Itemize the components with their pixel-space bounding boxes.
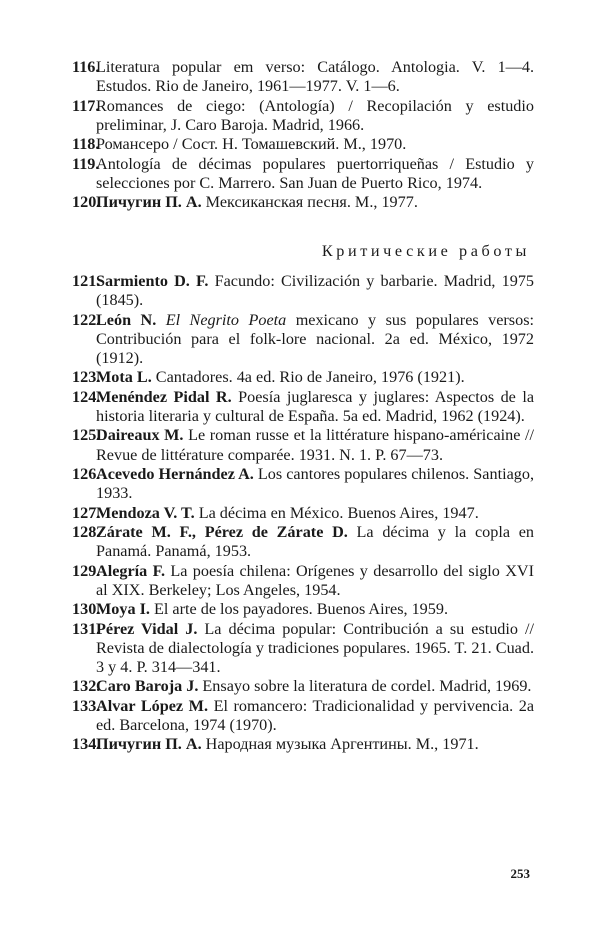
entry-number: 116 . xyxy=(72,58,98,77)
entry-text: Antología de décimas populares puertorriqueñas / Estudio y selecciones por C. Marrero. San Juan de Puerto Rico, 1974. xyxy=(96,154,534,192)
entry-text: Народная музыка Аргентины. М., 1971. xyxy=(205,735,479,754)
entry-text: mexicano y sus populares versos: Contribución para el folk-lore nacional. 2a ed. México, 1972 (1912). xyxy=(96,310,534,367)
entry-number: 128 . xyxy=(72,523,98,542)
entry-number: 129 . xyxy=(72,562,98,581)
bibliography-entry xyxy=(0,562,600,600)
entry-text: Cantadores. 4a ed. Rio de Janeiro, 1976 (1921). xyxy=(155,368,465,387)
entry-author: Pérez Vidal J. xyxy=(96,619,198,638)
entry-number: 125 . xyxy=(72,426,98,445)
entry-text: Романсеро / Сост. Н. Томашевский. М., 1970. xyxy=(96,135,407,154)
entry-text: La décima y la copla en Panamá. Panamá, 1953. xyxy=(96,522,535,561)
entry-number: 127 . xyxy=(72,504,98,523)
bibliography-entry xyxy=(0,620,600,678)
entry-text: El arte de los payadores. Buenos Aires, 1959. xyxy=(154,600,449,619)
entry-author: Acevedo Hernández A. xyxy=(96,464,254,483)
bibliography-entry xyxy=(0,193,600,212)
entry-author: León N. xyxy=(96,310,157,329)
entry-number: 124 . xyxy=(72,388,98,407)
entry-text: La décima popular: Contribución a su estudio // Revista de dialectología y tradiciones populares. 1965. T. 21. Cuad. 3 y 4. P. 314—341. xyxy=(96,619,534,676)
bibliography-entry xyxy=(0,135,600,154)
bibliography-entry xyxy=(0,272,600,310)
entry-text: Los cantores populares chilenos. Santiago, 1933. xyxy=(96,464,534,503)
entry-author: Alegría F. xyxy=(96,561,166,580)
entry-number: 121 . xyxy=(72,272,98,291)
entry-italic-title: El Negrito Poeta xyxy=(165,310,287,329)
entry-author: Mendoza V. T. xyxy=(96,503,195,522)
bibliography-entry xyxy=(0,97,600,135)
bibliography-list-critical-works xyxy=(0,272,600,755)
entry-number: 119 . xyxy=(72,155,98,174)
entry-author: Sarmiento D. F. xyxy=(96,272,209,290)
entry-author: Moya I. xyxy=(96,600,150,619)
bibliography-list-sources xyxy=(0,58,600,213)
entry-number: 122 . xyxy=(72,311,98,330)
entry-author: Alvar López M. xyxy=(96,696,208,715)
bibliography-entry xyxy=(0,504,600,523)
bibliography-entry xyxy=(0,311,600,369)
bibliography-entry xyxy=(0,368,600,387)
entry-number: 130 . xyxy=(72,600,98,619)
entry-number: 120 . xyxy=(72,193,98,212)
entry-text: Facundo: Civilización y barbarie. Madrid, 1975 (1845). xyxy=(96,272,535,310)
entry-text: La poesía chilena: Orígenes y desarrollo del siglo XVI al XIX. Berkeley; Los Angeles, 1954. xyxy=(96,561,534,599)
bibliography-entry xyxy=(0,697,600,735)
bibliography-entry xyxy=(0,58,600,96)
bibliography-entry xyxy=(0,155,600,193)
bibliography-entry xyxy=(0,465,600,503)
entry-text: Poesía juglaresca y juglares: Aspectos de la historia literaria y cultural de España. 5a ed. Madrid, 1962 (1924). xyxy=(96,387,535,425)
entry-author: Caro Baroja J. xyxy=(96,677,199,696)
entry-text: Romances de ciego: (Antología) / Recopilación y estudio preliminar, J. Caro Baroja. Madrid, 1966. xyxy=(96,96,534,134)
entry-author: Menéndez Pidal R. xyxy=(96,387,232,406)
entry-text: Literatura popular em verso: Catálogo. Antologia. V. 1—4. Estudos. Rio de Janeiro, 1961—1977. V. 1—6. xyxy=(96,58,534,96)
bibliography-entry xyxy=(0,600,600,619)
entry-number: 132 . xyxy=(72,677,98,696)
bibliography-entry xyxy=(0,677,600,696)
entry-author: Zárate M. F., Pérez de Zárate D. xyxy=(96,522,348,541)
entry-text: La décima en México. Buenos Aires, 1947. xyxy=(198,503,479,522)
bibliography-entry xyxy=(0,523,600,561)
entry-text: Le roman russe et la littérature hispano-américaine // Revue de littérature comparée. 1931. N. 1. P. 67—73. xyxy=(96,426,535,464)
entry-number: 118 . xyxy=(72,135,98,154)
entry-author: Daireaux M. xyxy=(96,426,184,445)
entry-author: Пичугин П. А. xyxy=(96,193,202,212)
page-number: 253 xyxy=(510,866,530,881)
entry-number: 134 . xyxy=(72,735,98,754)
entry-number: 126 . xyxy=(72,465,98,484)
entry-text: Ensayo sobre la literatura de cordel. Madrid, 1969. xyxy=(202,677,532,696)
entry-text: Мексиканская песня. М., 1977. xyxy=(205,193,418,212)
section-heading: Критические работы xyxy=(321,242,530,260)
entry-author: Mota L. xyxy=(96,368,152,387)
entry-author: Пичугин П. А. xyxy=(96,735,202,754)
entry-number: 117 . xyxy=(72,97,98,116)
bibliography-entry xyxy=(0,388,600,426)
entry-number: 123 . xyxy=(72,368,98,387)
entry-text: El romancero: Tradicionalidad y pervivencia. 2a ed. Barcelona, 1974 (1970). xyxy=(96,696,535,734)
bibliography-entry xyxy=(0,735,600,754)
bibliography-entry xyxy=(0,426,600,464)
entry-number: 131 . xyxy=(72,620,98,639)
entry-number: 133 . xyxy=(72,697,98,716)
